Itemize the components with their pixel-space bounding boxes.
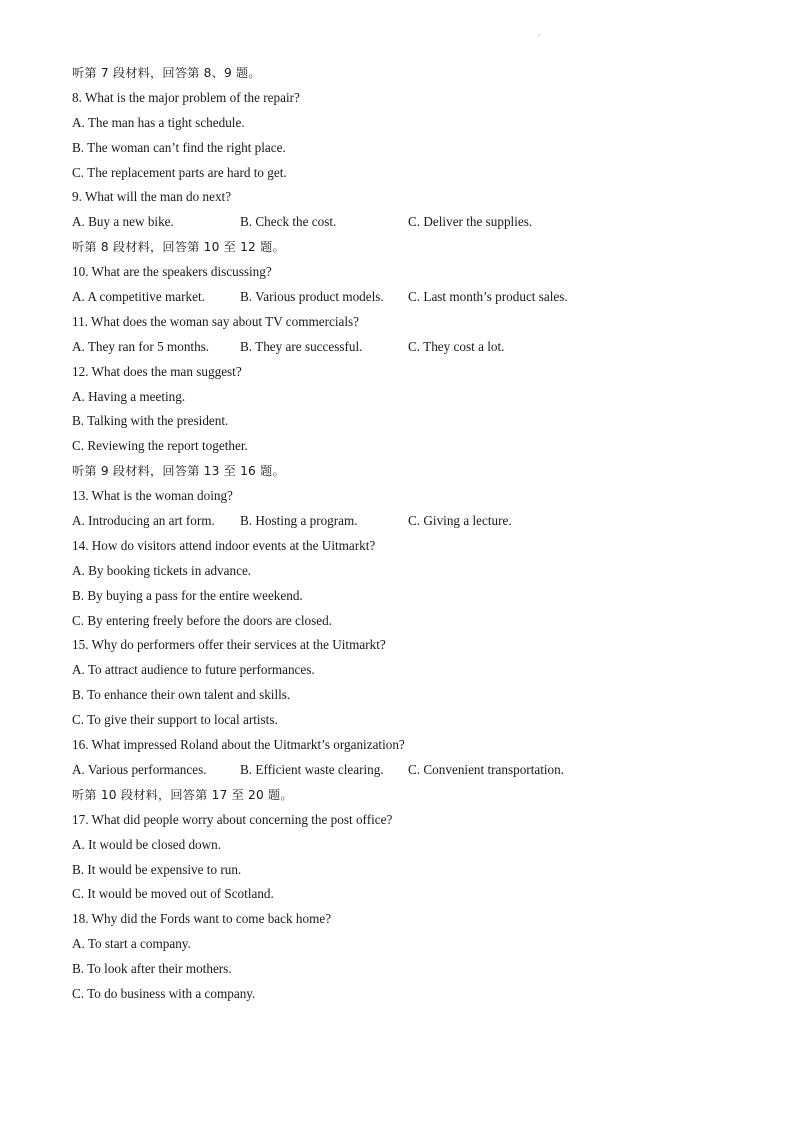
- section-heading: 听第 7 段材料，回答第 8、9 题。: [72, 66, 261, 80]
- answer-option: C. They cost a lot.: [408, 338, 505, 354]
- exam-page: [72, 61, 762, 1007]
- answer-option: C. Deliver the supplies.: [408, 214, 533, 230]
- answer-option: B. Hosting a program.: [240, 513, 358, 529]
- answer-option: B. Talking with the president.: [72, 413, 229, 429]
- question-text: 18. Why did the Fords want to come back home?: [72, 911, 332, 927]
- answer-option: A. Introducing an art form.: [72, 513, 215, 529]
- question-text: 10. What are the speakers discussing?: [72, 264, 272, 280]
- answer-option: A. To start a company.: [72, 936, 191, 952]
- answer-option: C. Convenient transportation.: [408, 761, 565, 777]
- answer-option: C. To give their support to local artists.: [72, 712, 278, 728]
- answer-option: C. Giving a lecture.: [408, 513, 512, 529]
- answer-option: C. It would be moved out of Scotland.: [72, 886, 274, 902]
- answer-option: B. The woman can’t find the right place.: [72, 139, 286, 155]
- question-text: 15. Why do performers offer their services at the Uitmarkt?: [72, 637, 386, 653]
- answer-option: B. Various product models.: [240, 289, 384, 305]
- answer-option: B. To look after their mothers.: [72, 961, 232, 977]
- answer-options-row: [72, 758, 762, 783]
- answer-options-row: [72, 285, 762, 310]
- answer-option: A. The man has a tight schedule.: [72, 114, 245, 130]
- answer-option: C. Reviewing the report together.: [72, 438, 248, 454]
- answer-option: B. Efficient waste clearing.: [240, 761, 384, 777]
- answer-option: B. It would be expensive to run.: [72, 861, 242, 877]
- answer-option: A. Buy a new bike.: [72, 214, 174, 230]
- section-heading: 听第 9 段材料，回答第 13 至 16 题。: [72, 464, 285, 479]
- answer-options-row: [72, 335, 762, 360]
- answer-options-row: [72, 509, 762, 534]
- question-text: 16. What impressed Roland about the Uitmarkt’s organization?: [72, 737, 405, 753]
- answer-option: A. They ran for 5 months.: [72, 338, 210, 354]
- section-heading: 听第 8 段材料，回答第 10 至 12 题。: [72, 240, 285, 255]
- question-text: 13. What is the woman doing?: [72, 488, 233, 504]
- answer-option: B. To enhance their own talent and skills.: [72, 687, 291, 703]
- answer-option: A. It would be closed down.: [72, 836, 222, 852]
- answer-option: C. By entering freely before the doors are closed.: [72, 612, 332, 628]
- answer-option: B. By buying a pass for the entire weekend.: [72, 587, 303, 603]
- answer-option: C. The replacement parts are hard to get.: [72, 164, 287, 180]
- answer-option: B. They are successful.: [240, 338, 363, 354]
- question-text: 9. What will the man do next?: [72, 189, 232, 205]
- answer-option: C. Last month’s product sales.: [408, 289, 568, 305]
- page-speck: [538, 34, 540, 36]
- question-text: 12. What does the man suggest?: [72, 363, 242, 379]
- question-text: 17. What did people worry about concerning the post office?: [72, 811, 393, 827]
- answer-option: C. To do business with a company.: [72, 985, 256, 1001]
- answer-option: A. To attract audience to future performances.: [72, 662, 315, 678]
- answer-option: B. Check the cost.: [240, 214, 337, 230]
- answer-option: A. A competitive market.: [72, 289, 205, 305]
- answer-option: A. Having a meeting.: [72, 388, 186, 404]
- question-text: 14. How do visitors attend indoor events at the Uitmarkt?: [72, 537, 376, 553]
- question-text: 11. What does the woman say about TV commercials?: [72, 313, 360, 329]
- question-text: 8. What is the major problem of the repair?: [72, 89, 300, 105]
- section-heading: 听第 10 段材料，回答第 17 至 20 题。: [72, 787, 293, 802]
- answer-option: A. Various performances.: [72, 761, 207, 777]
- answer-option: A. By booking tickets in advance.: [72, 562, 252, 578]
- answer-options-row: [72, 210, 762, 235]
